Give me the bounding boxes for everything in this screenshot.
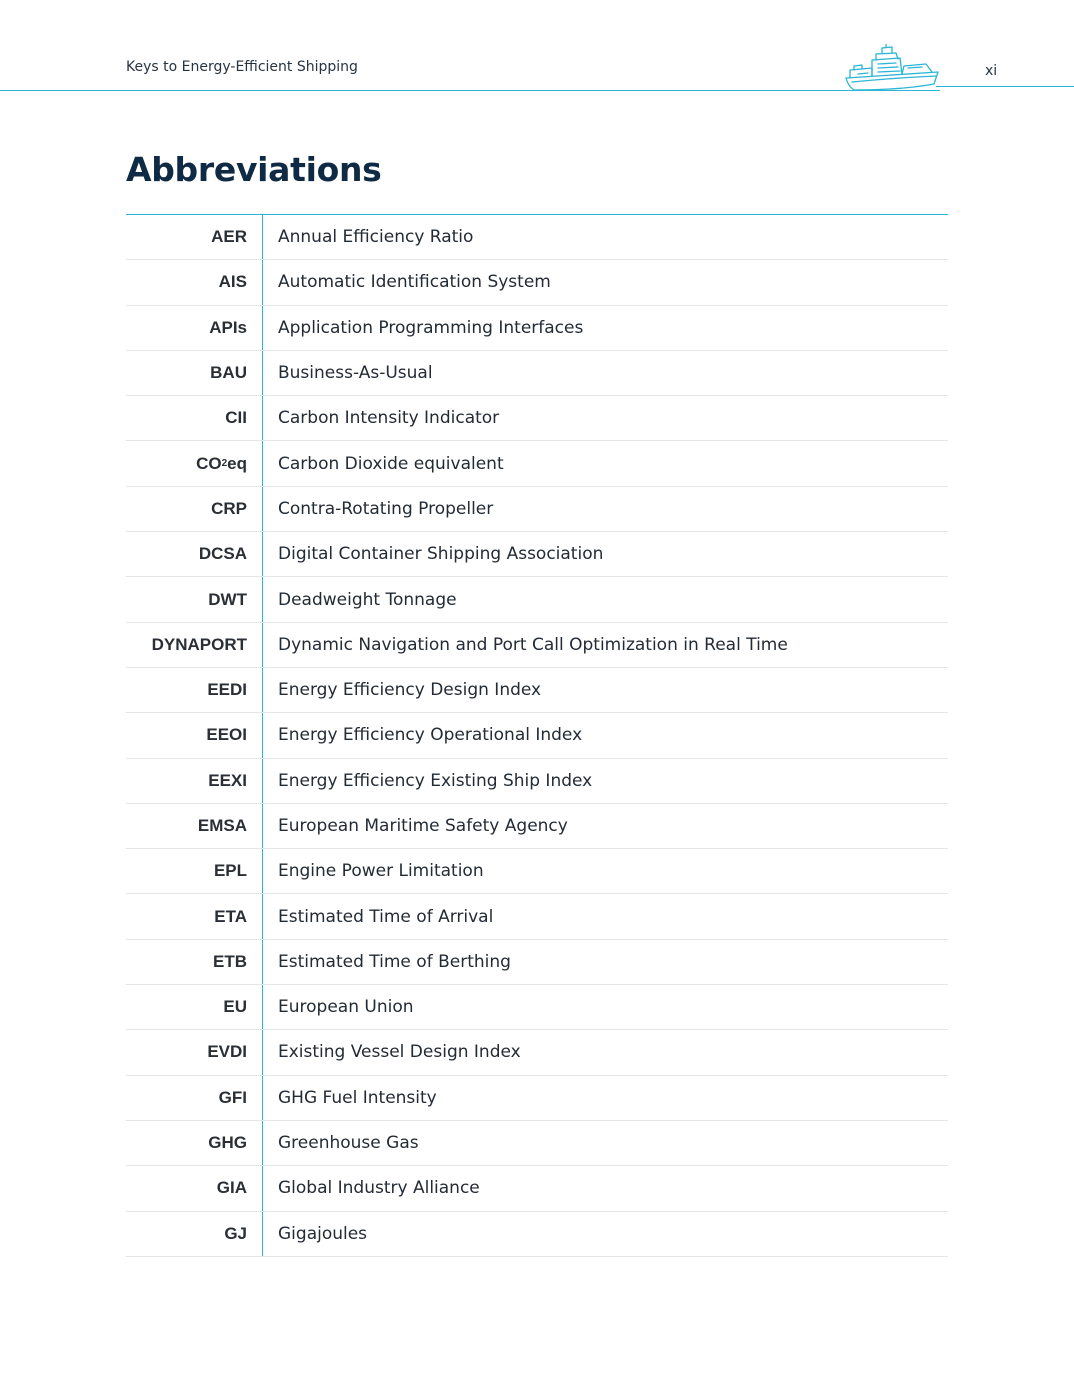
abbreviation-term: EPL: [126, 849, 263, 893]
abbreviation-term: CO 2 eq: [126, 441, 263, 485]
abbreviation-definition: Deadweight Tonnage: [278, 589, 457, 610]
abbreviation-definition: Engine Power Limitation: [278, 861, 484, 882]
abbreviation-row: [126, 1030, 948, 1075]
header-rule-right: [936, 86, 1074, 87]
abbreviation-definition: Global Industry Alliance: [278, 1178, 480, 1199]
abbreviation-term: GIA: [126, 1166, 263, 1210]
abbreviation-definition: Automatic Identification System: [278, 272, 551, 293]
abbreviation-row: [126, 713, 948, 758]
abbreviation-definition: Existing Vessel Design Index: [278, 1042, 521, 1063]
page-number: xi: [985, 63, 998, 79]
abbreviation-row: [126, 985, 948, 1030]
abbreviation-definition: Energy Efficiency Design Index: [278, 680, 542, 701]
ship-icon: [842, 44, 942, 94]
abbreviation-definition: Energy Efficiency Existing Ship Index: [278, 770, 593, 791]
abbreviation-definition: European Maritime Safety Agency: [278, 816, 568, 836]
page-title: Abbreviations: [126, 150, 382, 189]
abbreviation-term: EEOI: [126, 713, 263, 757]
abbreviation-term: GHG: [126, 1121, 263, 1165]
abbreviation-row: [126, 1212, 948, 1257]
abbreviation-row: [126, 260, 948, 305]
abbreviation-term: CII: [126, 396, 263, 440]
abbreviation-definition: Carbon Intensity Indicator: [278, 408, 500, 429]
abbreviation-row: [126, 306, 948, 351]
abbreviation-row: [126, 759, 948, 804]
abbreviation-row: [126, 577, 948, 622]
abbreviation-definition: Contra-Rotating Propeller: [278, 498, 494, 519]
abbreviation-row: [126, 487, 948, 532]
abbreviation-row: [126, 351, 948, 396]
abbreviation-row: [126, 396, 948, 441]
abbreviation-row: [126, 215, 948, 260]
abbreviation-term: EU: [126, 985, 263, 1029]
abbreviation-term: AER: [126, 215, 263, 259]
abbreviation-term: GFI: [126, 1076, 263, 1120]
abbreviation-term: EMSA: [126, 804, 263, 848]
abbreviation-row: [126, 668, 948, 713]
abbreviation-definition: Dynamic Navigation and Port Call Optimization in Real Time: [278, 634, 788, 655]
abbreviation-term: GJ: [126, 1212, 263, 1256]
abbreviation-row: [126, 804, 948, 849]
abbreviation-term: APIs: [126, 306, 263, 350]
abbreviation-term: CRP: [126, 487, 263, 531]
abbreviations-table: [126, 214, 948, 1257]
abbreviation-term: AIS: [126, 260, 263, 304]
abbreviation-row: [126, 849, 948, 894]
abbreviation-definition: Estimated Time of Arrival: [278, 906, 494, 927]
abbreviation-term: EVDI: [126, 1030, 263, 1074]
abbreviation-definition: Carbon Dioxide equivalent: [278, 453, 504, 474]
abbreviation-definition: Energy Efficiency Operational Index: [278, 725, 583, 746]
abbreviation-term: DCSA: [126, 532, 263, 576]
abbreviation-term: DYNAPORT: [126, 623, 263, 667]
abbreviation-term: ETB: [126, 940, 263, 984]
abbreviation-row: [126, 1166, 948, 1211]
abbreviation-definition: Application Programming Interfaces: [278, 317, 584, 338]
abbreviation-definition: Greenhouse Gas: [278, 1133, 419, 1154]
header-rule: [0, 90, 940, 91]
abbreviation-row: [126, 894, 948, 939]
abbreviation-row: [126, 532, 948, 577]
abbreviation-row: [126, 623, 948, 668]
abbreviation-definition: European Union: [278, 997, 414, 1018]
abbreviation-definition: Estimated Time of Berthing: [278, 951, 511, 972]
abbreviation-row: [126, 1121, 948, 1166]
abbreviation-definition: Business-As-Usual: [278, 363, 433, 384]
abbreviation-row: [126, 1076, 948, 1121]
abbreviation-definition: Annual Efficiency Ratio: [278, 227, 474, 248]
abbreviation-row: [126, 940, 948, 985]
abbreviation-definition: Digital Container Shipping Association: [278, 544, 604, 565]
abbreviation-definition: GHG Fuel Intensity: [278, 1087, 437, 1108]
abbreviation-term: BAU: [126, 351, 263, 395]
abbreviation-term: EEDI: [126, 668, 263, 712]
abbreviation-term: EEXI: [126, 759, 263, 803]
abbreviation-definition: Gigajoules: [278, 1223, 368, 1244]
running-header-title: Keys to Energy-Efficient Shipping: [126, 59, 358, 75]
abbreviation-term: DWT: [126, 577, 263, 621]
abbreviation-term: ETA: [126, 894, 263, 938]
abbreviation-row: [126, 441, 948, 486]
